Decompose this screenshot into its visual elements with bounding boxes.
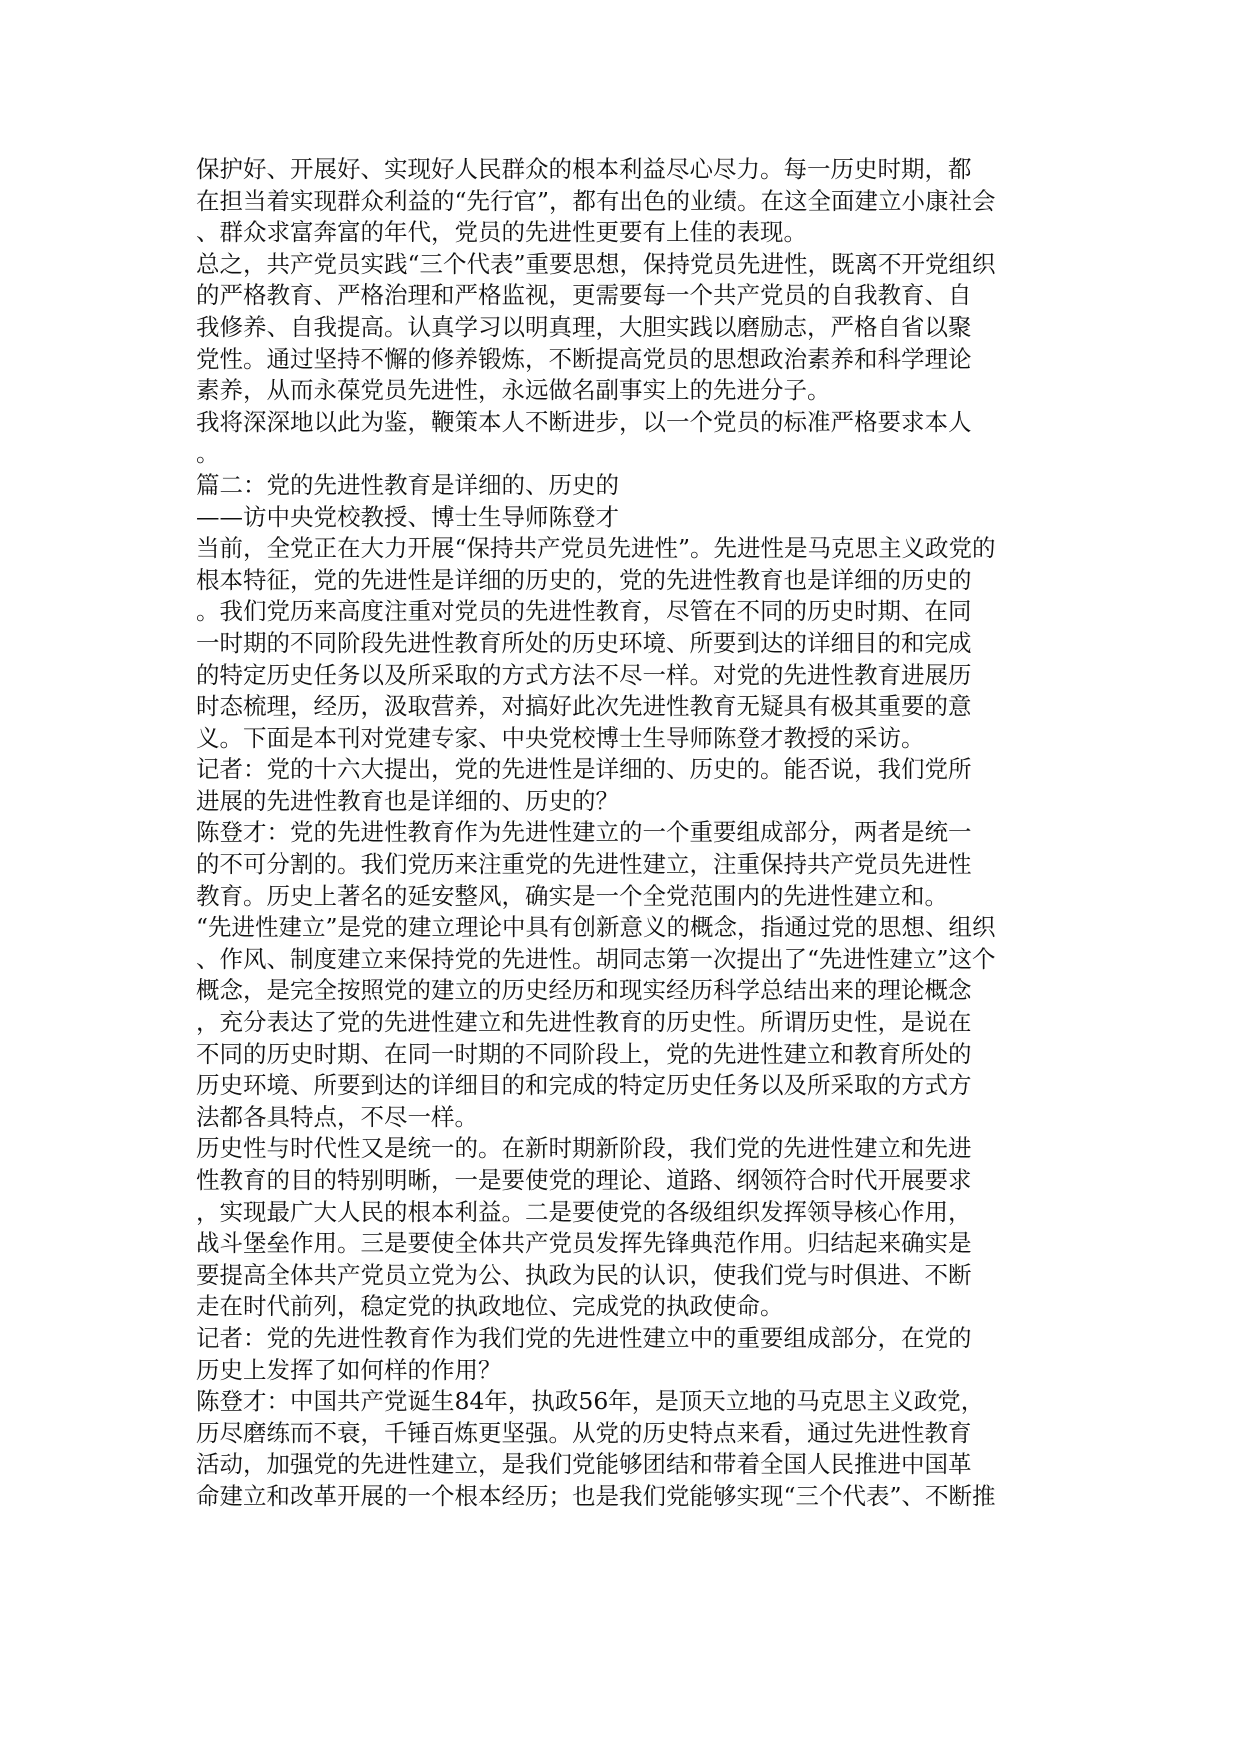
text-line: 当前，全党正在大力开展“保持共产党员先进性”。先进性是马克思主义政党的 xyxy=(196,534,996,563)
text-line: 陈登才：党的先进性教育作为先进性建立的一个重要组成部分，两者是统一 xyxy=(196,818,972,847)
text-line: 历尽磨练而不衰，千锤百炼更坚强。从党的历史特点来看，通过先进性教育 xyxy=(196,1418,972,1447)
text-line: 历史性与时代性又是统一的。在新时期新阶段，我们党的先进性建立和先进 xyxy=(196,1134,972,1163)
text-line: 我将深深地以此为鉴，鞭策本人不断进步，以一个党员的标准严格要求本人 xyxy=(196,407,972,436)
text-line: 教育。历史上著名的延安整风，确实是一个全党范围内的先进性建立和。 xyxy=(196,881,948,910)
text-line: ，实现最广大人民的根本利益。二是要使党的各级组织发挥领导核心作用， xyxy=(196,1197,972,1226)
text-line: 素养，从而永葆党员先进性，永远做名副事实上的先进分子。 xyxy=(196,376,831,405)
text-line: 要提高全体共产党员立党为公、执政为民的认识，使我们党与时俱进、不断 xyxy=(196,1260,972,1289)
text-line: 。我们党历来高度注重对党员的先进性教育，尽管在不同的历史时期、在同 xyxy=(196,597,972,626)
text-line: 党性。通过坚持不懈的修养锻炼，不断提高党员的思想政治素养和科学理论 xyxy=(196,344,972,373)
text-line: 记者：党的十六大提出，党的先进性是详细的、历史的。能否说，我们党所 xyxy=(196,755,972,784)
text-line: ，充分表达了党的先进性建立和先进性教育的历史性。所谓历史性，是说在 xyxy=(196,1008,972,1037)
text-line: 根本特征，党的先进性是详细的历史的，党的先进性教育也是详细的历史的 xyxy=(196,565,972,594)
text-line: 义。下面是本刊对党建专家、中央党校博士生导师陈登才教授的采访。 xyxy=(196,723,925,752)
text-line: 活动，加强党的先进性建立，是我们党能够团结和带着全国人民推进中国革 xyxy=(196,1450,972,1479)
text-line: 陈登才：中国共产党诞生84年，执政56年，是顶天立地的马克思主义政党， xyxy=(196,1387,985,1416)
text-line: 的严格教育、严格治理和严格监视，更需要每一个共产党员的自我教育、自 xyxy=(196,281,972,310)
text-line: 历史环境、所要到达的详细目的和完成的特定历史任务以及所采取的方式方 xyxy=(196,1071,972,1100)
text-line: 性教育的目的特别明晰，一是要使党的理论、道路、纲领符合时代开展要求 xyxy=(196,1166,972,1194)
text-line: 的特定历史任务以及所采取的方式方法不尽一样。对党的先进性教育进展历 xyxy=(196,660,972,689)
text-line: 、群众求富奔富的年代，党员的先进性更要有上佳的表现。 xyxy=(196,218,807,247)
text-line: 。 xyxy=(196,439,220,468)
text-line: 不同的历史时期、在同一时期的不同阶段上，党的先进性建立和教育所处的 xyxy=(196,1039,972,1068)
text-line: 在担当着实现群众利益的“先行官”，都有出色的业绩。在这全面建立小康社会 xyxy=(196,186,996,215)
text-line: 法都各具特点，不尽一样。 xyxy=(196,1102,478,1131)
text-line: 记者：党的先进性教育作为我们党的先进性建立中的重要组成部分，在党的 xyxy=(196,1323,972,1352)
text-line: 时态梳理，经历，汲取营养，对搞好此次先进性教育无疑具有极其重要的意 xyxy=(196,692,972,721)
document-body xyxy=(196,154,1046,1513)
text-line: 一时期的不同阶段先进性教育所处的历史环境、所要到达的详细目的和完成 xyxy=(196,628,972,657)
text-line: 进展的先进性教育也是详细的、历史的？ xyxy=(196,786,619,815)
text-line: 、作风、制度建立来保持党的先进性。胡同志第一次提出了“先进性建立”这个 xyxy=(196,944,996,973)
text-line: 总之，共产党员实践“三个代表”重要思想，保持党员先进性，既离不开党组织 xyxy=(196,249,996,278)
text-line: 命建立和改革开展的一个根本经历；也是我们党能够实现“三个代表”、不断推 xyxy=(196,1481,996,1510)
text-line: 走在时代前列，稳定党的执政地位、完成党的执政使命。 xyxy=(196,1292,784,1321)
text-line: 历史上发挥了如何样的作用？ xyxy=(196,1355,502,1384)
text-line: 我修养、自我提高。认真学习以明真理，大胆实践以磨励志，严格自省以聚 xyxy=(196,312,972,341)
text-line: 篇二：党的先进性教育是详细的、历史的 xyxy=(196,470,619,499)
text-line: 概念，是完全按照党的建立的历史经历和现实经历科学总结出来的理论概念 xyxy=(196,976,972,1005)
text-line: “先进性建立”是党的建立理论中具有创新意义的概念，指通过党的思想、组织 xyxy=(196,913,996,942)
text-line: 保护好、开展好、实现好人民群众的根本利益尽心尽力。每一历史时期，都 xyxy=(196,155,972,183)
text-line: ——访中央党校教授、博士生导师陈登才 xyxy=(196,502,619,531)
text-line: 的不可分割的。我们党历来注重党的先进性建立，注重保持共产党员先进性 xyxy=(196,850,972,879)
text-line: 战斗堡垒作用。三是要使全体共产党员发挥先锋典范作用。归结起来确实是 xyxy=(196,1229,972,1258)
